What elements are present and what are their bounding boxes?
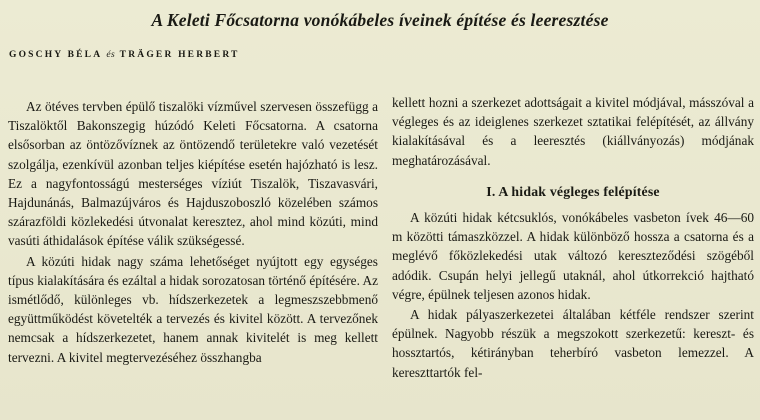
authors-conjunction: és — [106, 50, 116, 60]
paragraph-intro: Az ötéves tervben épülő tiszalöki vízművel szervesen összefügg a Tiszalöktől Bakonszegig húzódó Keleti Főcsatorna. A csatorna elsősorban az öntözővíznek az öntözendő területekre való vezetését szolgálja, ezenkívül azonban teljes kiépítése esetén hajózható is lesz. Ez a nagyfontosságú mesterséges víziút Tiszalök, Tiszavasvári, Hajdunánás, Balmazújváros és Hajduszoboszló közelében számos szárazföldi közlekedési útvonalat keresztez, ahol mind közúti, mind vasúti áthidalások építése válik szükségessé. — [8, 99, 378, 249]
paragraph-bridges: A közúti hidak nagy száma lehetőséget nyújtott egy egységes típus kialakítására és ezáltal a hidak sorozatosan történő építésére. Az ismétlődő, különleges vb. hídszerkezetek a legmeszszebbmenő együttműködést követelték a tervezés és kivitel között. A tervezőnek nemcsak a hídszerkezetet, hanem annak kivitelét is meg kellett tervezni. A kivitel megtervezéséhez összhangba — [8, 253, 378, 365]
section-heading: I. A hidak végleges felépítése — [486, 183, 660, 199]
author-trager: TRÄGER HERBERT — [119, 50, 240, 60]
paragraph-arches: A közúti hidak kétcsuklós, vonókábeles vasbeton ívek 46—60 m közötti támaszközzel. A hidak különböző hossza a csatorna és a meglévő főközlekedési utak változó kereszteződési szögéből adódik. Csupán helyi jellegű utaknál, ahol útkorrekció hajtható végre, épülnek teljesen azonos hidak. — [392, 210, 754, 302]
article-authors — [9, 50, 240, 60]
left-column — [8, 97, 378, 367]
author-goschy: GOSCHY BÉLA — [9, 50, 102, 60]
paragraph-deck: A hidak pályaszerkezetei általában kétféle rendszer szerint épülnek. Nagyobb részük a megszokott szerkezetű: kereszt- és hossztartós, kétirányban teherbíró vasbeton lemezzel. A kereszttartók fel- — [392, 307, 754, 380]
article-title: A Keleti Főcsatorna vonókábeles íveinek építése és leeresztése — [151, 10, 609, 30]
paragraph-continuation: kellett hozni a szerkezet adottságait a kivitel módjával, másszóval a végleges és az ideiglenes szerkezet sztatikai felépítését, az állvány kialakításával és a leeresztés (kiállványozás) módjának meghatározásával. — [392, 95, 754, 168]
right-column — [392, 93, 754, 382]
